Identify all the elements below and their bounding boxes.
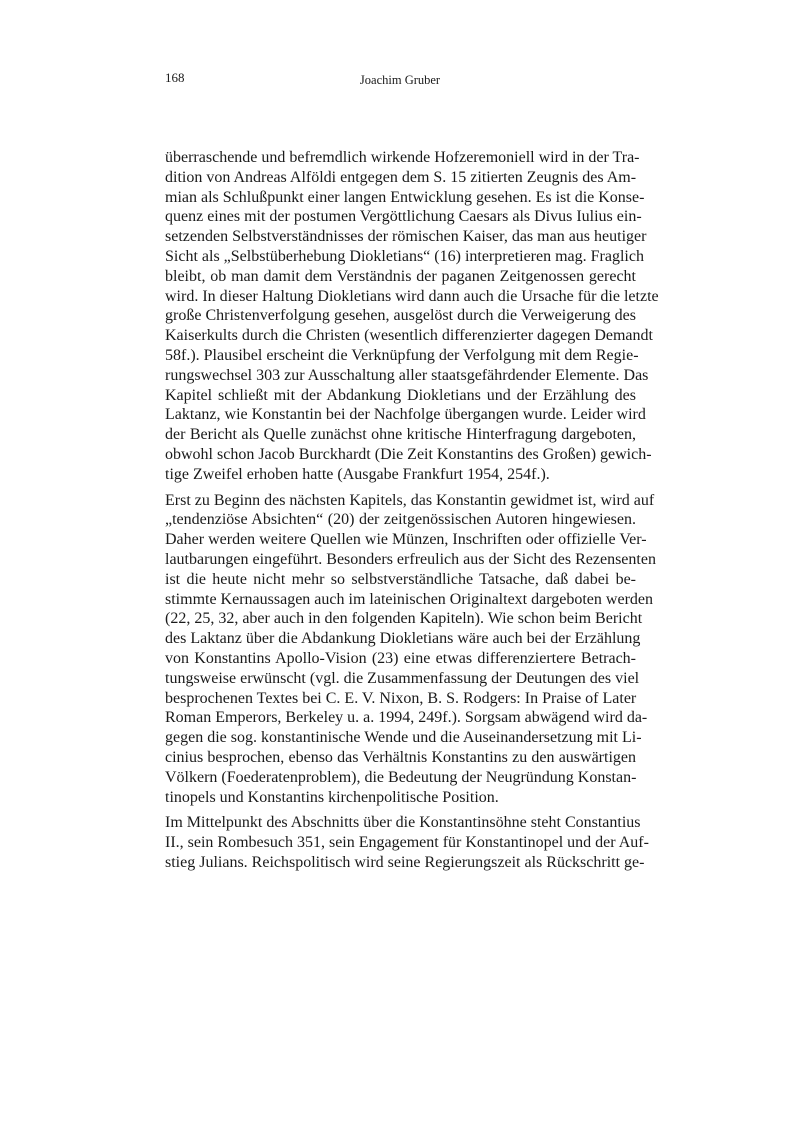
text-line: (22, 25, 32, aber auch in den folgenden Kapiteln). Wie schon beim Bericht bbox=[165, 610, 643, 628]
text-line: „tendenziöse Absichten“ (20) der zeitgenössischen Autoren hingewiesen. bbox=[165, 511, 636, 529]
text-line: setzenden Selbstverständnisses der römischen Kaiser, das man aus heutiger bbox=[165, 228, 647, 246]
text-line: überraschende und befremdlich wirkende Hofzeremoniell wird in der Tra- bbox=[165, 149, 640, 166]
text-line: große Christenverfolgung gesehen, ausgelöst durch die Verweigerung des bbox=[165, 307, 636, 325]
text-line: Daher werden weitere Quellen wie Münzen, Inschriften oder offizielle Ver- bbox=[165, 531, 647, 549]
text-line: Laktanz, wie Konstantin bei der Nachfolge übergangen wurde. Leider wird bbox=[165, 406, 646, 424]
paragraph bbox=[165, 148, 659, 485]
text-line: II., sein Rombesuch 351, sein Engagement für Konstantinopel und der Auf- bbox=[165, 834, 649, 852]
paragraph bbox=[165, 491, 656, 808]
text-line: stieg Julians. Reichspolitisch wird seine Regierungszeit als Rückschritt ge- bbox=[165, 853, 645, 871]
text-line: wird. In dieser Haltung Diokletians wird dann auch die Ursache für die letzte bbox=[165, 287, 659, 305]
page-number: 168 bbox=[165, 70, 185, 85]
text-line: rungswechsel 303 zur Ausschaltung aller staatsgefährdender Elemente. Das bbox=[165, 366, 649, 384]
text-line: Sicht als „Selbstüberhebung Diokletians“ (16) interpretieren mag. Fraglich bbox=[165, 247, 644, 265]
text-line: bleibt, ob man damit dem Verständnis der paganen Zeitgenossen gerecht bbox=[165, 267, 636, 285]
text-line: mian als Schlußpunkt einer langen Entwicklung gesehen. Es ist die Konse- bbox=[165, 188, 645, 206]
text-line: des Laktanz über die Abdankung Diokletians wäre auch bei der Erzählung bbox=[165, 630, 641, 648]
paragraph bbox=[165, 813, 649, 872]
text-line: ist die heute nicht mehr so selbstverständliche Tatsache, daß dabei be- bbox=[165, 570, 636, 588]
text-line: dition von Andreas Alföldi entgegen dem S. 15 zitierten Zeugnis des Am- bbox=[165, 168, 637, 186]
text-line: obwohl schon Jacob Burckhardt (Die Zeit Konstantins des Großen) gewich- bbox=[165, 445, 652, 463]
text-line: Roman Emperors, Berkeley u. a. 1994, 249f.). Sorgsam abwägend wird da- bbox=[165, 709, 648, 727]
text-line: Kapitel schließt mit der Abdankung Diokletians und der Erzählung des bbox=[165, 386, 636, 404]
text-line: lautbarungen eingeführt. Besonders erfreulich aus der Sicht des Rezensenten bbox=[165, 550, 656, 568]
text-line: Erst zu Beginn des nächsten Kapitels, das Konstantin gewidmet ist, wird auf bbox=[165, 491, 655, 509]
text-line: quenz eines mit der postumen Vergöttlichung Caesars als Divus Iulius ein- bbox=[165, 208, 642, 226]
text-line: besprochenen Textes bei C. E. V. Nixon, B. S. Rodgers: In Praise of Later bbox=[165, 689, 637, 707]
text-line: von Konstantins Apollo-Vision (23) eine etwas differenziertere Betrach- bbox=[165, 649, 636, 667]
text-line: stimmte Kernaussagen auch im lateinischen Originaltext dargeboten werden bbox=[165, 590, 653, 608]
text-line: tinopels und Konstantins kirchenpolitische Position. bbox=[165, 788, 499, 806]
text-line: tungsweise erwünscht (vgl. die Zusammenfassung der Deutungen des viel bbox=[165, 669, 640, 687]
body-text bbox=[165, 148, 659, 879]
text-line: Völkern (Foederatenproblem), die Bedeutung der Neugründung Konstan- bbox=[165, 768, 637, 786]
text-line: 58f.). Plausibel erscheint die Verknüpfung der Verfolgung mit dem Regie- bbox=[165, 346, 639, 364]
text-line: Kaiserkults durch die Christen (wesentlich differenzierter dagegen Demandt bbox=[165, 327, 653, 345]
text-line: cinius besprochen, ebenso das Verhältnis Konstantins zu den auswärtigen bbox=[165, 748, 636, 766]
text-line: Im Mittelpunkt des Abschnitts über die Konstantinsöhne steht Constantius bbox=[165, 814, 641, 832]
running-head: Joachim Gruber bbox=[359, 73, 441, 87]
text-line: der Bericht als Quelle zunächst ohne kritische Hinterfragung dargeboten, bbox=[165, 426, 636, 444]
text-line: gegen die sog. konstantinische Wende und die Auseinandersetzung mit Li- bbox=[165, 729, 642, 747]
text-line: tige Zweifel erhoben hatte (Ausgabe Frankfurt 1954, 254f.). bbox=[165, 465, 550, 483]
